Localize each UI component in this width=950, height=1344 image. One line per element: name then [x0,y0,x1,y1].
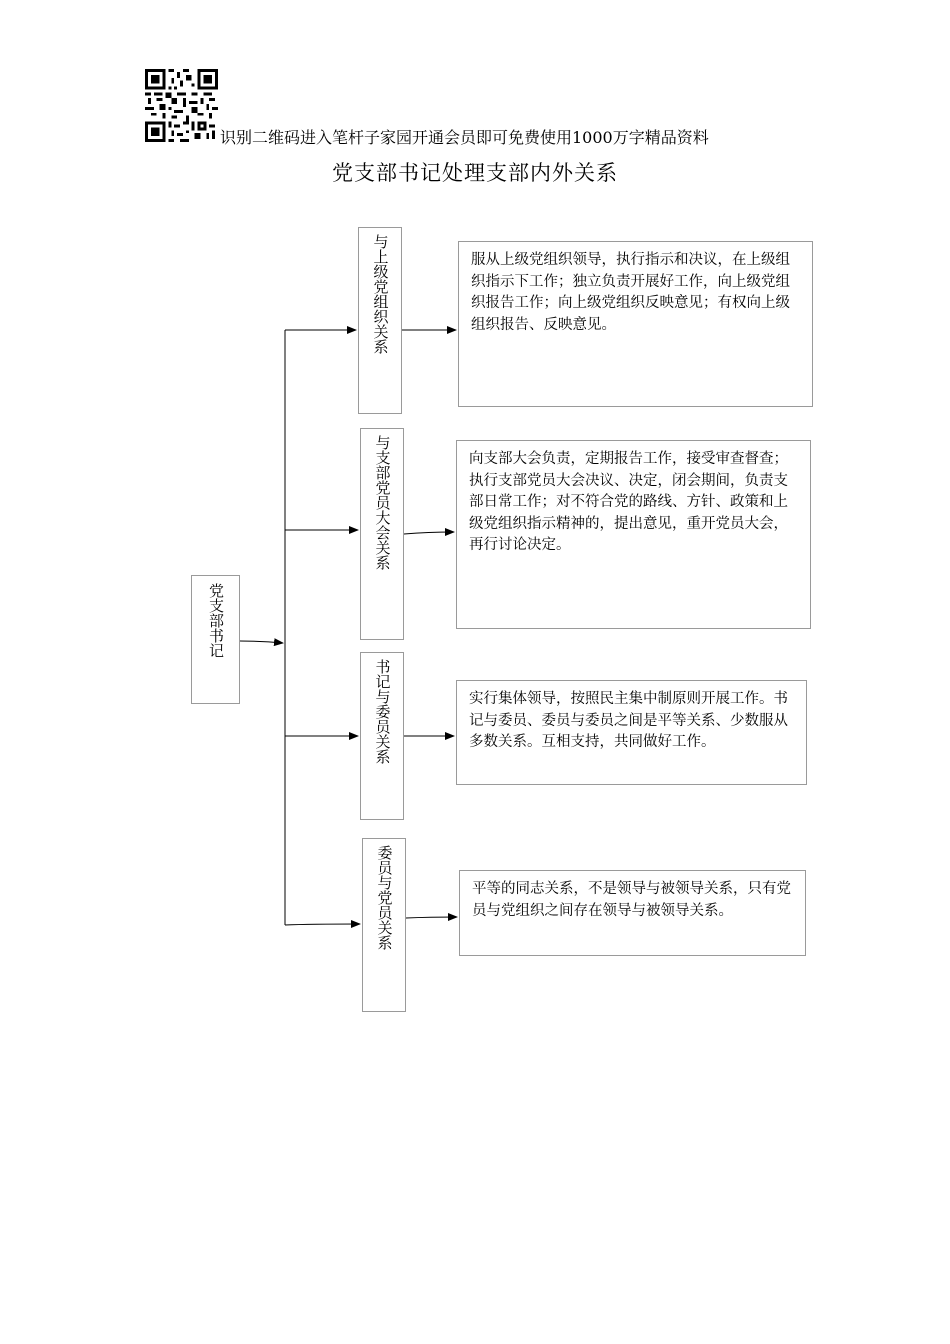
connector-desc-2 [404,532,454,534]
connector-branch-4 [285,924,360,925]
root-node [191,575,240,704]
description-box-4 [459,870,806,956]
description-text-3: 实行集体领导，按照民主集中制原则开展工作。书记与委员、委员与委员之间是平等关系、少数服从多数关系。互相支持，共同做好工作。 [469,691,788,750]
branch-node-3 [360,652,404,820]
root-connector [240,641,283,643]
description-box-2 [456,440,811,629]
diagram-title: 党支部书记处理支部内外关系 [332,161,618,185]
description-text-4: 平等的同志关系，不是领导与被领导关系，只有党员与党组织之间存在领导与被领导关系。 [472,881,791,919]
branch-label-2: 与支部党员大会关系 [373,435,392,570]
description-box-1 [458,241,813,407]
promo-text: 识别二维码进入笔杆子家园开通会员即可免费使用1000万字精品资料 [220,128,709,147]
branch-label-4: 委员与党员关系 [375,845,394,950]
description-text-1: 服从上级党组织领导，执行指示和决议，在上级组织指示下工作；独立负责开展好工作，向上级党组织报告工作；向上级党组织反映意见；有权向上级组织报告、反映意见。 [471,252,790,333]
branch-label-1: 与上级党组织关系 [371,234,390,354]
root-node-label: 党支部书记 [207,583,225,658]
branch-node-4 [362,838,406,1012]
branch-node-2 [360,428,404,640]
description-text-2: 向支部大会负责，定期报告工作，接受审查督查；执行支部党员大会决议、决定，闭会期间，负责支部日常工作；对不符合党的路线、方针、政策和上级党组织指示精神的，提出意见，重开党员大会，再行讨论决定。 [469,451,788,553]
branch-node-1 [358,227,402,414]
connector-desc-4 [406,917,457,918]
description-box-3 [456,680,807,785]
branch-label-3: 书记与委员关系 [373,659,392,764]
